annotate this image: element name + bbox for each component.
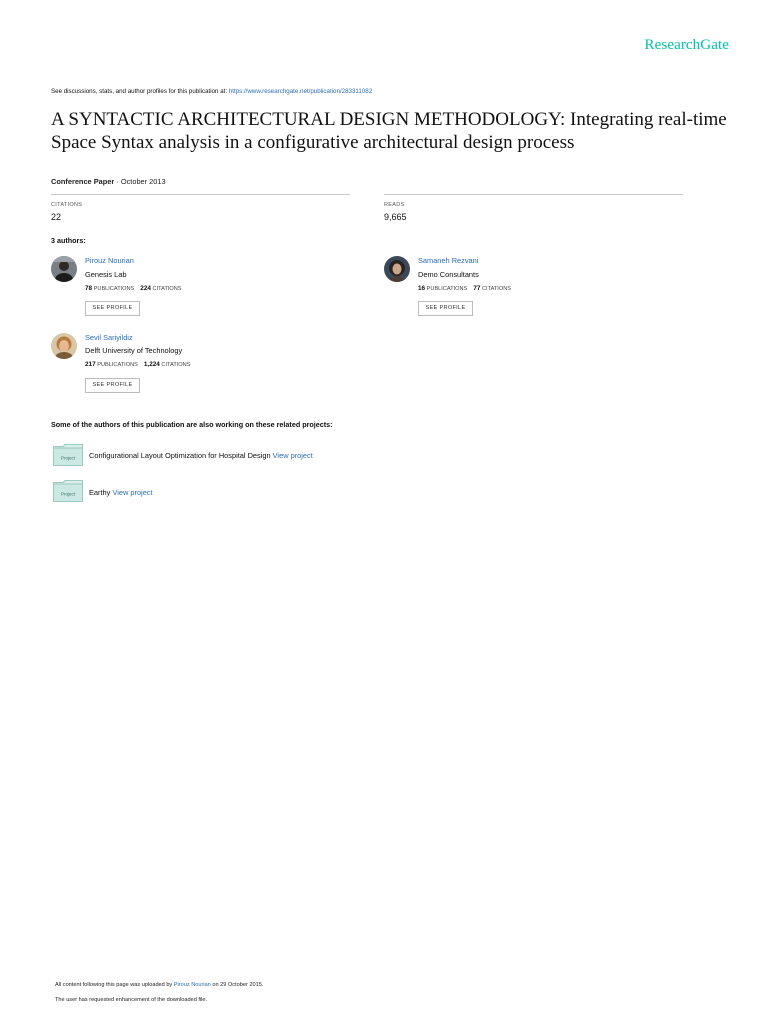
- see-discussions-line: [51, 88, 372, 95]
- author-stats: [85, 361, 190, 368]
- reads-label: READS: [384, 202, 405, 208]
- author-avatar-photo[interactable]: [51, 256, 77, 282]
- meta-separator: ·: [114, 177, 121, 186]
- project-title: Earthy: [89, 488, 111, 497]
- reads-value: 9,665: [384, 212, 407, 222]
- author-publications-count: 16: [418, 285, 426, 292]
- related-projects-heading: Some of the authors of this publication are also working on these related projects:: [51, 420, 333, 429]
- author-citations-count: 1,224: [143, 361, 160, 368]
- paper-title: A SYNTACTIC ARCHITECTURAL DESIGN METHODOLOGY: Integrating real-time Space Syntax analysis in a configurative architectural design process: [51, 109, 727, 153]
- publication-url-link[interactable]: https://www.researchgate.net/publication/283311082: [228, 88, 373, 95]
- author-citations-label: CITATIONS: [481, 286, 511, 292]
- svg-text:Project: Project: [60, 491, 76, 497]
- svg-text:Project: Project: [60, 455, 76, 461]
- see-discussions-text: See discussions, stats, and author profiles for this publication at:: [51, 88, 229, 95]
- enhancement-note: The user has requested enhancement of the downloaded file.: [55, 997, 208, 1003]
- author-citations-count: 224: [140, 285, 151, 292]
- author-institution: Demo Consultants: [418, 270, 479, 279]
- author-citations-label: CITATIONS: [152, 286, 182, 292]
- divider-right: [384, 194, 683, 195]
- author-citations-label: CITATIONS: [161, 362, 191, 368]
- publication-meta: [51, 177, 166, 186]
- author-publications-count: 217: [85, 361, 96, 368]
- author-publications-label: PUBLICATIONS: [426, 286, 468, 292]
- author-publications-count: 78: [85, 285, 93, 292]
- author-institution: Genesis Lab: [85, 270, 127, 279]
- researchgate-logo[interactable]: ResearchGate: [644, 37, 729, 53]
- upload-note-prefix: All content following this page was uploaded by: [55, 982, 174, 988]
- upload-note-suffix: on 29 October 2015.: [210, 982, 264, 988]
- authors-heading: 3 authors:: [51, 236, 86, 245]
- see-profile-button[interactable]: SEE PROFILE: [85, 378, 140, 393]
- project-folder-icon[interactable]: [53, 480, 83, 502]
- author-stats: [418, 285, 511, 292]
- author-avatar-photo[interactable]: [384, 256, 410, 282]
- publication-type: Conference Paper: [51, 177, 115, 186]
- upload-note: [55, 982, 263, 988]
- author-citations-count: 77: [473, 285, 481, 292]
- citations-label: CITATIONS: [51, 202, 83, 208]
- divider-left: [51, 194, 350, 195]
- project-item: [89, 488, 153, 497]
- project-item: [89, 451, 313, 460]
- view-project-link[interactable]: View project: [272, 451, 313, 460]
- author-name-link[interactable]: Sevil Sariyildiz: [85, 333, 133, 342]
- view-project-link[interactable]: View project: [112, 488, 153, 497]
- author-name-link[interactable]: Pirouz Nourian: [85, 256, 134, 265]
- publication-date: October 2013: [120, 177, 166, 186]
- project-folder-icon[interactable]: [53, 444, 83, 466]
- author-institution: Delft University of Technology: [85, 346, 183, 355]
- author-publications-label: PUBLICATIONS: [93, 286, 135, 292]
- citations-value: 22: [51, 212, 62, 222]
- see-profile-button[interactable]: SEE PROFILE: [418, 301, 473, 316]
- author-avatar-photo[interactable]: [51, 333, 77, 359]
- uploader-link[interactable]: Pirouz Nourian: [173, 982, 211, 988]
- author-name-link[interactable]: Samaneh Rezvani: [418, 256, 479, 265]
- author-publications-label: PUBLICATIONS: [97, 362, 138, 368]
- project-title: Configurational Layout Optimization for Hospital Design: [89, 451, 271, 460]
- author-stats: [85, 285, 182, 292]
- see-profile-button[interactable]: SEE PROFILE: [85, 301, 140, 316]
